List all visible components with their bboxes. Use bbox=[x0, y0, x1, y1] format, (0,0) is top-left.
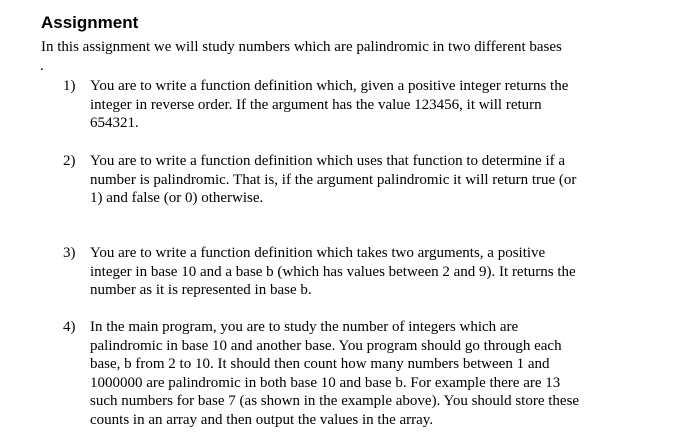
list-item-number: 3) bbox=[63, 245, 76, 261]
list-item-text bbox=[90, 318, 579, 430]
text-line: base, b from 2 to 10. It should then count how many numbers between 1 and bbox=[90, 356, 550, 373]
list-item-number: 2) bbox=[63, 153, 76, 169]
text-line: 1) and false (or 0) otherwise. bbox=[90, 190, 264, 207]
text-line: In the main program, you are to study the number of integers which are bbox=[90, 319, 519, 335]
page-title: Assignment bbox=[41, 13, 139, 32]
text-line: number as it is represented in base b. bbox=[90, 282, 312, 299]
intro-paragraph: In this assignment we will study numbers which are palindromic in two different bases bbox=[41, 39, 562, 55]
text-line: counts in an array and then output the values in the array. bbox=[90, 411, 434, 428]
list-item-text bbox=[90, 244, 576, 300]
list-item-text bbox=[90, 152, 576, 208]
list-item-text bbox=[90, 77, 568, 133]
text-line: integer in reverse order. If the argument has the value 123456, it will return bbox=[90, 96, 542, 113]
stray-mark: . bbox=[40, 58, 44, 74]
text-line: such numbers for base 7 (as shown in the example above). You should store these bbox=[90, 393, 580, 410]
list-item-number: 4) bbox=[63, 319, 76, 335]
text-line: palindromic in base 10 and another base. You program should go through each bbox=[90, 337, 562, 354]
text-line: You are to write a function definition which uses that function to determine if a bbox=[90, 153, 566, 169]
list-item-number: 1) bbox=[63, 78, 76, 94]
text-line: number is palindromic. That is, if the argument palindromic it will return true (or bbox=[90, 171, 577, 188]
text-line: You are to write a function definition which takes two arguments, a positive bbox=[90, 245, 546, 261]
text-line: 654321. bbox=[90, 115, 139, 132]
text-line: integer in base 10 and a base b (which has values between 2 and 9). It returns the bbox=[90, 263, 576, 280]
text-line: You are to write a function definition which, given a positive integer returns the bbox=[90, 78, 569, 94]
text-line: 1000000 are palindromic in both base 10 and base b. For example there are 13 bbox=[90, 374, 561, 391]
